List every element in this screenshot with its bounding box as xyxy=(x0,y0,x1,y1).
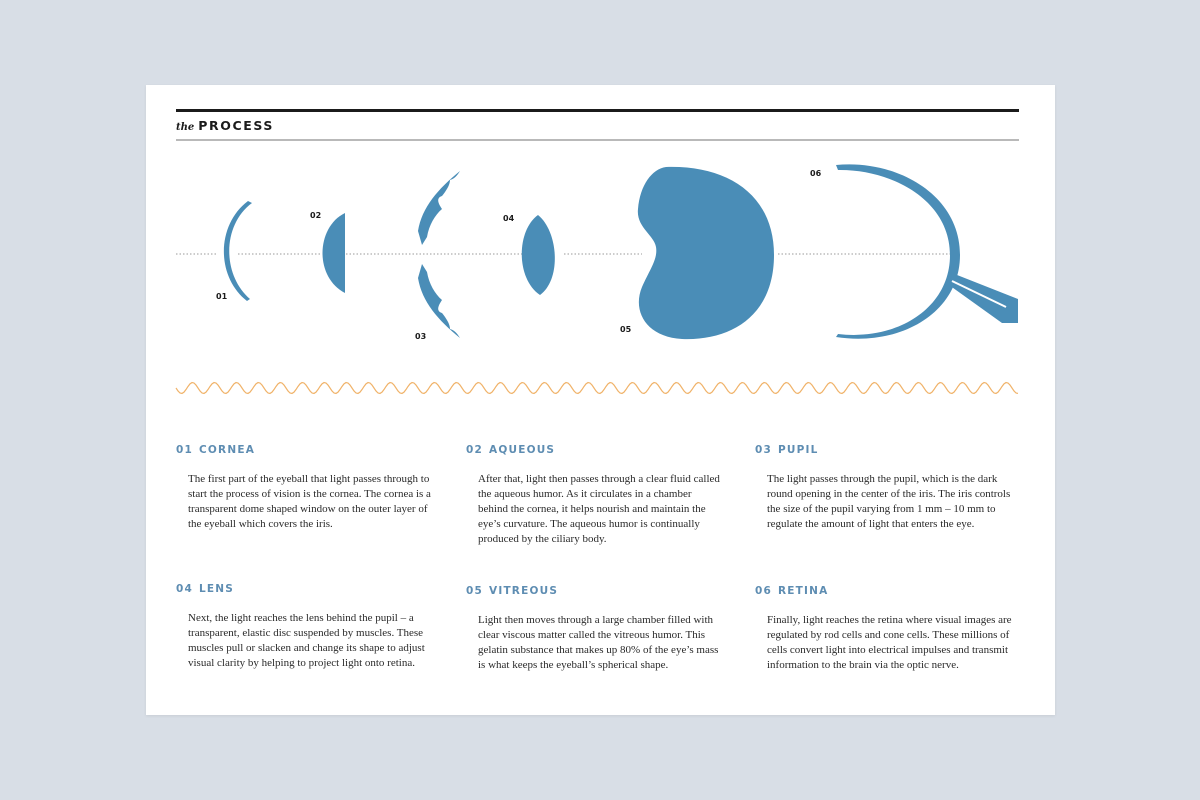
section-body: After that, light then passes through a clear fluid called the aqueous humor. As it circulates in a chamber behind the cornea, it helps nourish and maintain the eye’s curvature. The aqueous humor is continually produced by the ciliary body. xyxy=(478,473,720,545)
part-number-aqueous: 02 xyxy=(310,211,322,220)
section-body: The light passes through the pupil, which is the dark round opening in the center of the iris. The iris controls the size of the pupil varying from 1 mm – 10 mm to regulate the amount of light that enters the eye. xyxy=(767,473,1011,530)
section-aqueous xyxy=(466,444,720,547)
section-lens xyxy=(176,583,426,671)
title-prefix: the xyxy=(176,122,195,133)
iris-lower-shape xyxy=(418,264,460,338)
section-body: Next, the light reaches the lens behind the pupil – a transparent, elastic disc suspended by muscles. These muscles pull or slacken and change its shape to adjust visual clarity by helping to project light onto retina. xyxy=(188,612,425,669)
wave-divider xyxy=(176,383,1018,394)
section-body: The first part of the eyeball that light passes through to start the process of vision is the cornea. The cornea is a transparent dome shaped window on the outer layer of the eyeball which covers the iris. xyxy=(188,473,431,530)
section-name: AQUEOUS xyxy=(489,444,556,456)
section-number: 02 xyxy=(466,444,484,456)
aqueous-shape xyxy=(322,213,345,293)
section-pupil xyxy=(755,444,1011,532)
section-body: Finally, light reaches the retina where visual images are regulated by rod cells and cone cells. These millions of cells convert light into electrical impulses and transmit information to the brain via the optic nerve. xyxy=(767,614,1012,671)
section-title xyxy=(466,444,716,456)
title-word: PROCESS xyxy=(198,118,275,133)
part-number-retina: 06 xyxy=(810,169,822,178)
section-name: RETINA xyxy=(778,585,829,597)
eye-parts xyxy=(224,164,1018,339)
section-name: LENS xyxy=(199,583,235,595)
cornea-shape xyxy=(224,201,252,301)
section-title xyxy=(466,585,716,597)
part-number-cornea: 01 xyxy=(216,292,228,301)
section-name: PUPIL xyxy=(778,444,819,456)
part-number-vitreous: 05 xyxy=(620,325,632,334)
section-number: 06 xyxy=(755,585,773,597)
vitreous-shape xyxy=(638,167,774,339)
section-title xyxy=(176,444,426,456)
optic-nerve-shape xyxy=(949,273,1018,323)
iris-upper-shape xyxy=(418,171,460,245)
section-cornea xyxy=(176,444,431,532)
section-name: CORNEA xyxy=(199,444,256,456)
part-number-lens: 04 xyxy=(503,214,515,223)
retina-shape xyxy=(836,164,960,338)
part-number-pupil: 03 xyxy=(415,332,427,341)
eye-diagram xyxy=(146,85,1055,415)
section-retina xyxy=(755,585,1012,673)
section-vitreous xyxy=(466,585,719,673)
section-number: 03 xyxy=(755,444,773,456)
section-title xyxy=(176,583,426,595)
section-number: 01 xyxy=(176,444,194,456)
section-title xyxy=(755,585,1005,597)
section-name: VITREOUS xyxy=(489,585,559,597)
section-body: Light then moves through a large chamber filled with clear viscous matter called the vitreous humor. This gelatin substance that makes up 80% of the eye’s mass is what keeps the eyeball’s spherical shape. xyxy=(478,614,719,671)
lens-shape xyxy=(522,215,555,295)
infographic-page xyxy=(146,85,1055,715)
section-number: 04 xyxy=(176,583,194,595)
section-number: 05 xyxy=(466,585,484,597)
section-title xyxy=(755,444,1005,456)
